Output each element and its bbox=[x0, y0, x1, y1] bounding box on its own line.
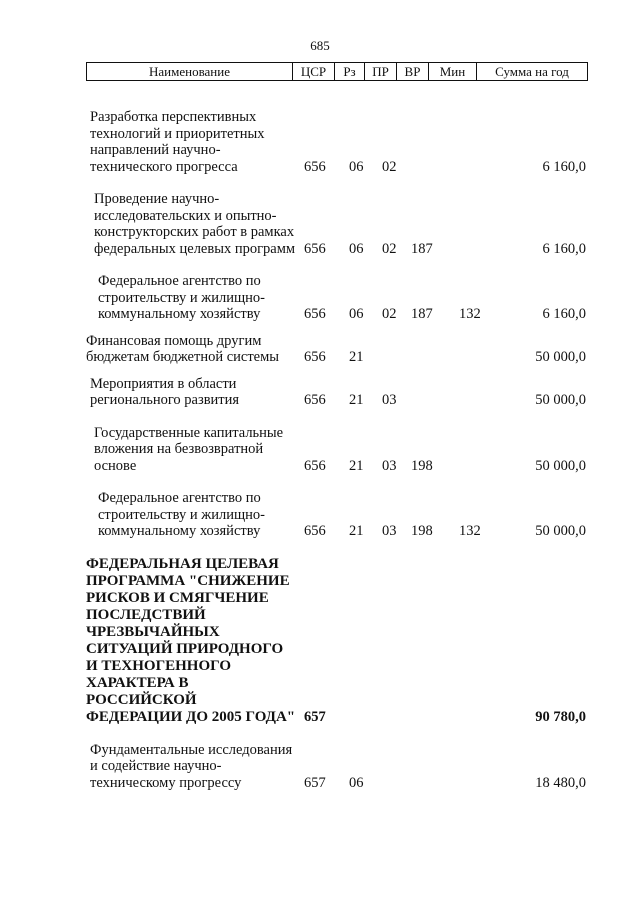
table-row bbox=[86, 556, 588, 726]
row-rz: 21 bbox=[349, 349, 364, 365]
table-row bbox=[86, 273, 588, 323]
row-sum: 6 160,0 bbox=[542, 158, 586, 175]
table-row bbox=[86, 490, 588, 540]
row-sum: 6 160,0 bbox=[542, 240, 586, 257]
row-rz: 06 bbox=[349, 306, 364, 322]
row-min: 132 bbox=[459, 523, 481, 539]
table-row bbox=[86, 191, 588, 257]
row-name: Федеральное агентство по строительству и жилищно-коммунальному хозяйству bbox=[98, 490, 265, 539]
row-pr: 03 bbox=[382, 523, 397, 539]
row-name: Фундаментальные исследования и содействие научно-техническому прогрессу bbox=[90, 741, 293, 791]
row-csr: 656 bbox=[304, 306, 326, 322]
row-vr: 187 bbox=[411, 240, 433, 257]
row-sum: 50 000,0 bbox=[535, 523, 586, 539]
row-pr: 02 bbox=[382, 240, 397, 257]
row-rz: 21 bbox=[349, 523, 364, 539]
row-csr: 656 bbox=[304, 158, 326, 175]
table-row bbox=[86, 425, 588, 475]
row-sum: 18 480,0 bbox=[535, 774, 586, 791]
row-pr: 03 bbox=[382, 457, 397, 474]
header-name: Наименование bbox=[87, 63, 293, 80]
row-name: Проведение научно-исследовательских и опытно-конструкторских работ в рамках федеральных целевых программ bbox=[94, 191, 296, 257]
row-sum: 50 000,0 bbox=[535, 457, 586, 474]
header-rz: Рз bbox=[335, 63, 365, 80]
table-row bbox=[86, 333, 588, 366]
row-rz: 06 bbox=[349, 158, 364, 175]
row-pr: 03 bbox=[382, 392, 397, 408]
page-number: 685 bbox=[310, 38, 330, 53]
row-rz: 21 bbox=[349, 457, 364, 474]
row-csr: 656 bbox=[304, 392, 326, 408]
row-csr: 657 bbox=[304, 774, 326, 791]
header-vr: ВР bbox=[397, 63, 429, 80]
row-name: ФЕДЕРАЛЬНАЯ ЦЕЛЕВАЯ ПРОГРАММА "СНИЖЕНИЕ РИСКОВ И СМЯГЧЕНИЕ ПОСЛЕДСТВИЙ ЧРЕЗВЫЧАЙНЫХ СИТУАЦИЙ ПРИРОДНОГО И ТЕХНОГЕННОГО ХАРАКТЕРА В РОССИЙСКОЙ ФЕДЕРАЦИИ ДО 2005 ГОДА" bbox=[86, 555, 296, 725]
table-body bbox=[86, 109, 588, 807]
header-csr: ЦСР bbox=[293, 63, 335, 80]
row-rz: 06 bbox=[349, 240, 364, 257]
row-rz: 21 bbox=[349, 392, 364, 408]
row-csr: 656 bbox=[304, 349, 326, 365]
table-header bbox=[86, 62, 588, 81]
row-name: Мероприятия в области регионального развития bbox=[90, 375, 240, 408]
row-name: Финансовая помощь другим бюджетам бюджетной системы bbox=[86, 332, 280, 365]
table-row bbox=[86, 109, 588, 175]
row-csr: 657 bbox=[304, 709, 326, 725]
table-row bbox=[86, 742, 588, 792]
row-sum: 6 160,0 bbox=[542, 306, 586, 322]
row-sum: 90 780,0 bbox=[535, 709, 586, 725]
row-pr: 02 bbox=[382, 158, 397, 175]
row-vr: 198 bbox=[411, 523, 433, 539]
header-sum: Сумма на год bbox=[495, 64, 569, 79]
row-sum: 50 000,0 bbox=[535, 349, 586, 365]
row-rz: 06 bbox=[349, 774, 364, 791]
row-csr: 656 bbox=[304, 523, 326, 539]
row-vr: 187 bbox=[411, 306, 433, 322]
row-csr: 656 bbox=[304, 240, 326, 257]
row-vr: 198 bbox=[411, 457, 433, 474]
row-csr: 656 bbox=[304, 457, 326, 474]
row-name: Разработка перспективных технологий и приоритетных направлений научно-технического прогресса bbox=[90, 109, 265, 175]
row-min: 132 bbox=[459, 306, 481, 322]
row-name: Федеральное агентство по строительству и жилищно-коммунальному хозяйству bbox=[98, 273, 265, 322]
table-row bbox=[86, 376, 588, 409]
row-pr: 02 bbox=[382, 306, 397, 322]
header-pr: ПР bbox=[365, 63, 397, 80]
row-name: Государственные капитальные вложения на безвозвратной основе bbox=[94, 424, 284, 474]
header-min: Мин bbox=[429, 63, 477, 80]
row-sum: 50 000,0 bbox=[535, 392, 586, 408]
